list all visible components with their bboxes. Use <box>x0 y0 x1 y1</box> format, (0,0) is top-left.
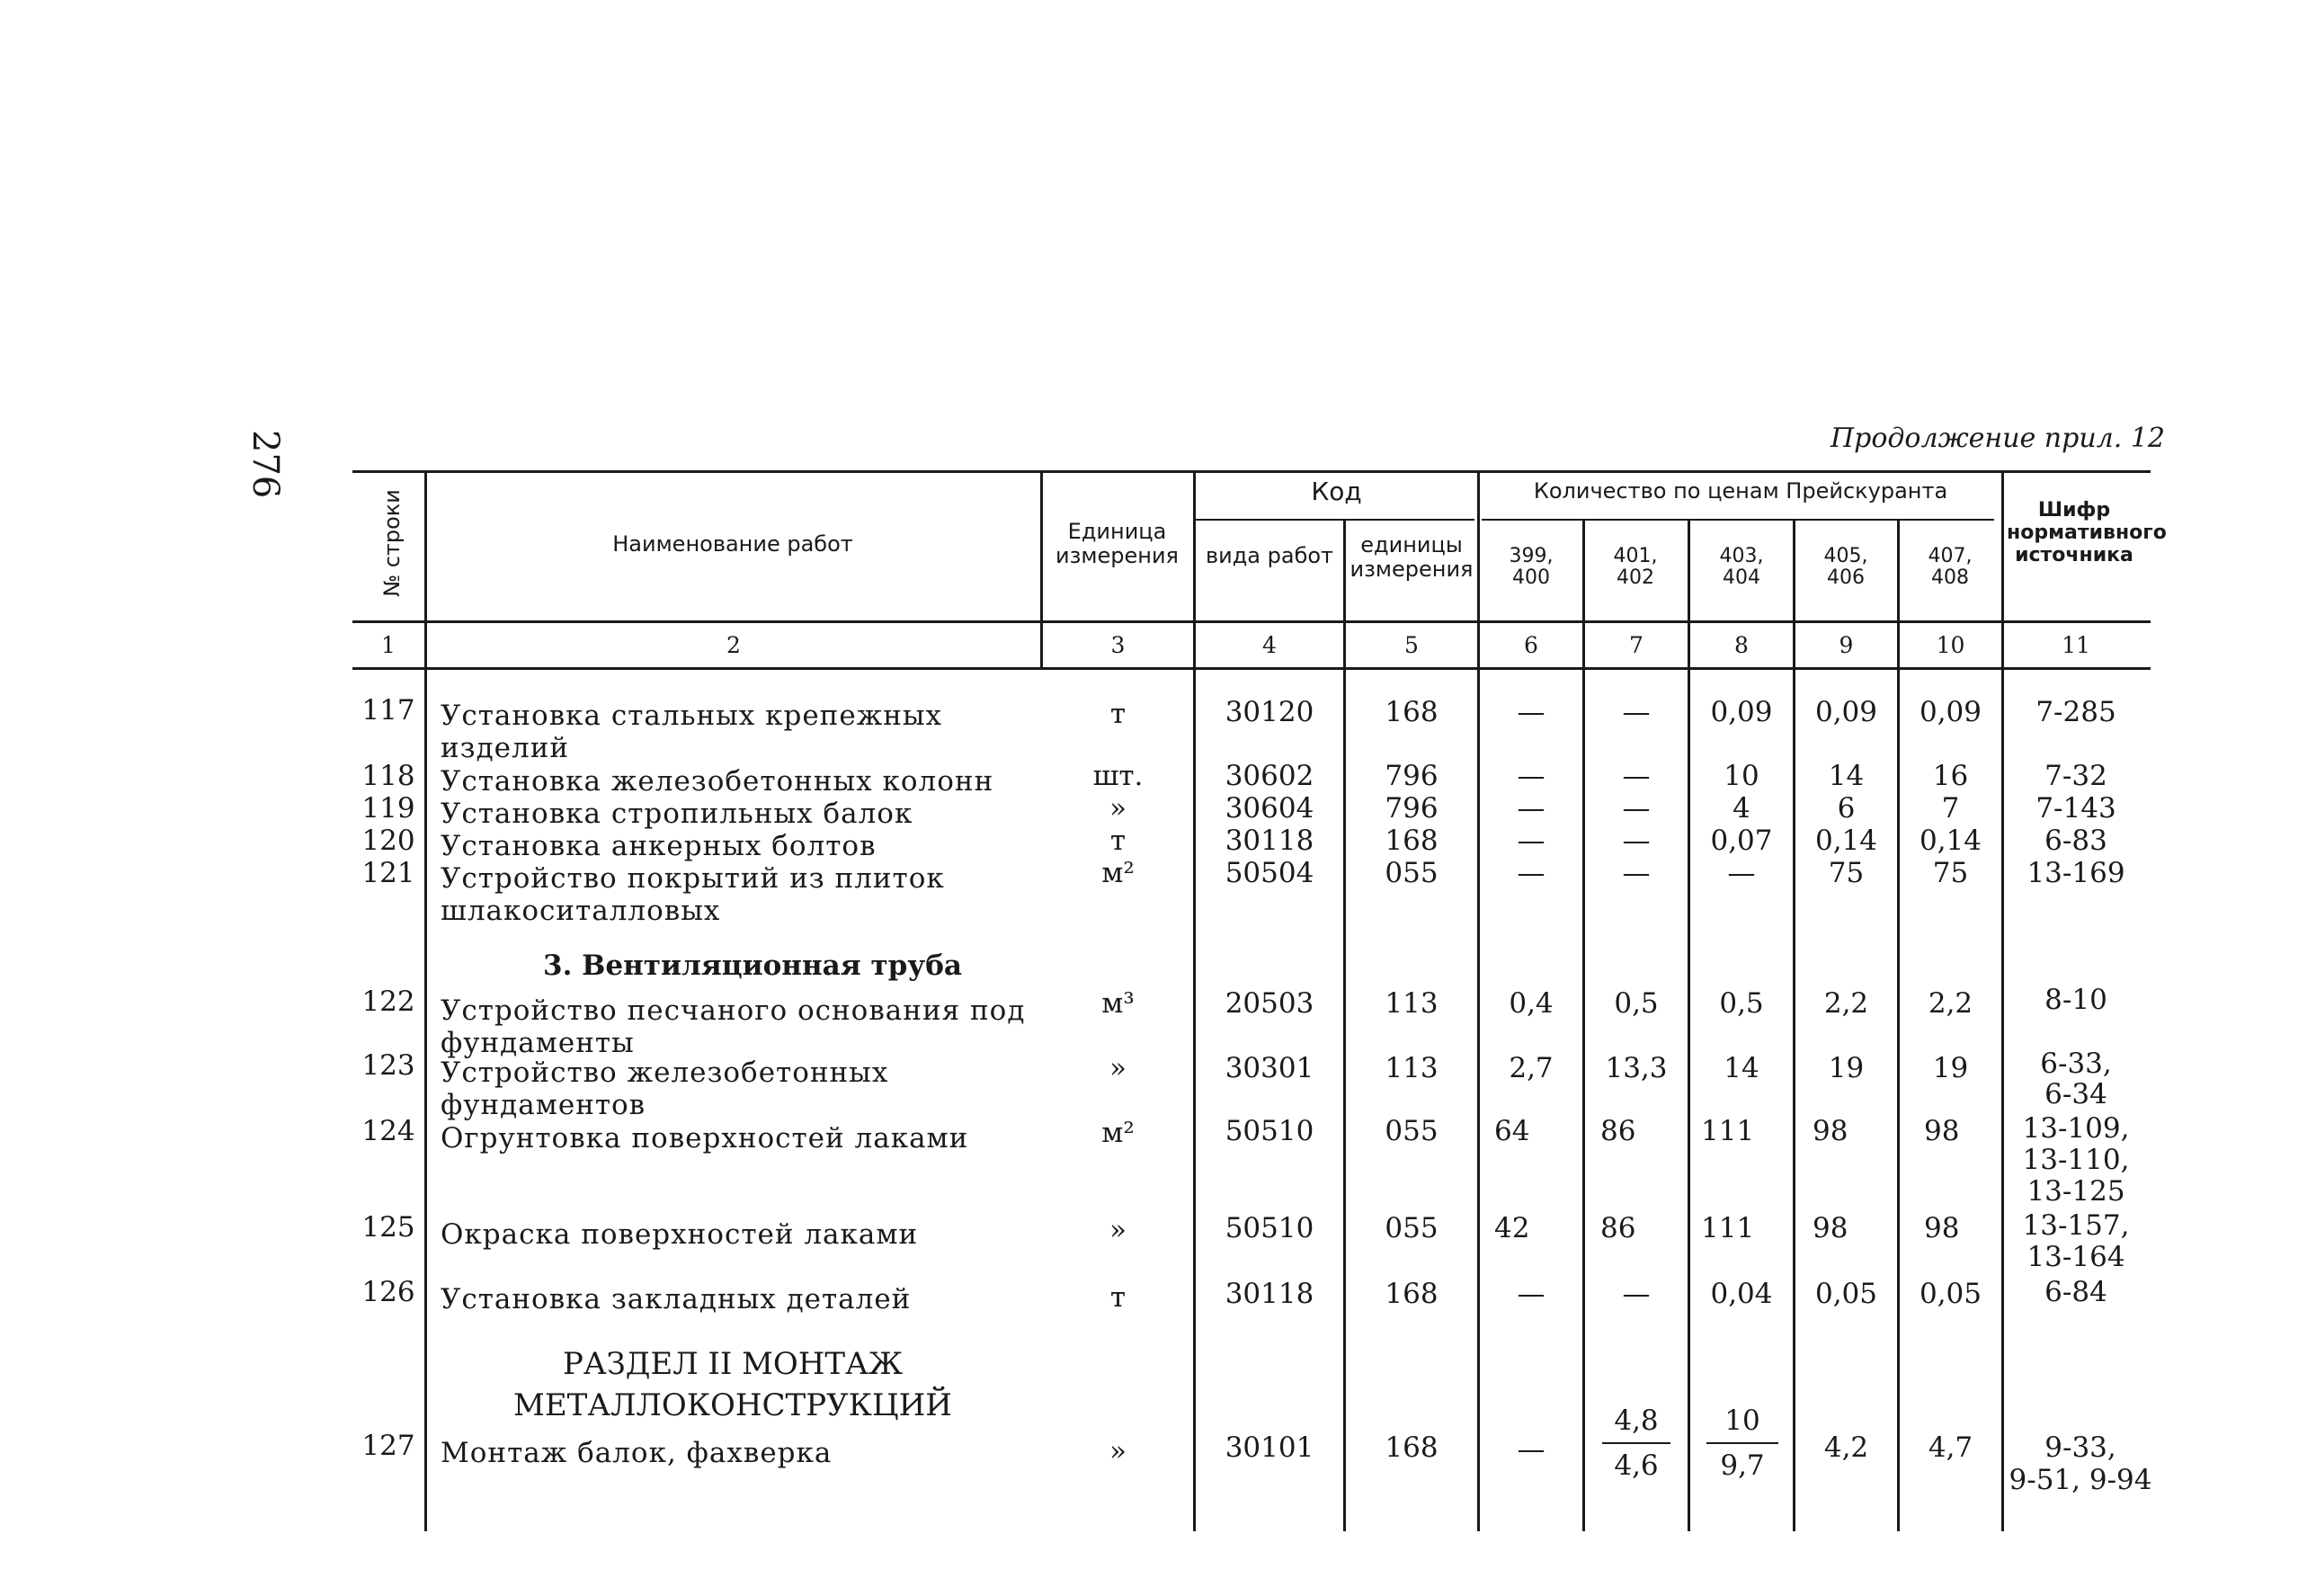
row-q-4: 75 <box>1828 857 1865 889</box>
row-work-name: Установка стальных крепежных изделий <box>441 700 943 764</box>
row-q-5: 19 <box>1932 1052 1969 1084</box>
row-q-2: — <box>1622 792 1651 825</box>
row-number: 127 <box>361 1430 415 1462</box>
row-source-code: 6-83 <box>2044 825 2107 857</box>
row-q-1: 2,7 <box>1509 1052 1554 1084</box>
row-unit-code: 055 <box>1385 1212 1439 1244</box>
row-unit-code: 168 <box>1385 1278 1439 1310</box>
row-number: 124 <box>361 1115 415 1147</box>
row-work-code: 30118 <box>1225 825 1314 857</box>
row-q-3: 10 <box>1724 760 1759 792</box>
row-unit-code: 168 <box>1385 696 1439 728</box>
row-source-code: 7-32 <box>2044 760 2107 792</box>
col-divider-9 <box>1897 519 1900 1531</box>
source-line: 13-157, <box>2022 1209 2130 1242</box>
row-q-2: 86 <box>1600 1115 1636 1147</box>
source-line: 9-51, 9-94 <box>2009 1464 2152 1496</box>
row-q-1: — <box>1517 760 1545 792</box>
row-q-4: 98 <box>1813 1115 1848 1147</box>
fraction-bar <box>1706 1442 1778 1444</box>
row-source-code <box>2004 1210 2148 1273</box>
row-unit-code: 796 <box>1385 792 1439 825</box>
row-number: 119 <box>361 792 415 825</box>
row-q-1: — <box>1517 1433 1545 1466</box>
colnum-11: 11 <box>2062 632 2090 658</box>
colnum-6: 6 <box>1524 632 1538 658</box>
row-unit: т <box>1109 1281 1127 1314</box>
row-unit-code: 168 <box>1385 825 1439 857</box>
colnum-5: 5 <box>1404 632 1419 658</box>
row-q-4: 6 <box>1837 792 1856 825</box>
row-number: 125 <box>361 1211 415 1244</box>
row-unit: » <box>1109 1052 1127 1084</box>
row-number: 121 <box>361 857 415 889</box>
header-q-col-5: 407, 408 <box>1928 545 1973 589</box>
header-q-col-3: 403, 404 <box>1719 545 1764 589</box>
row-work-name: Установка закладных деталей <box>441 1283 912 1315</box>
row-q-2: 0,5 <box>1614 987 1659 1020</box>
row-work-code: 50510 <box>1225 1212 1314 1244</box>
row-q-3: — <box>1727 857 1756 889</box>
row-unit-code: 168 <box>1385 1431 1439 1464</box>
colnum-3: 3 <box>1110 632 1126 658</box>
row-q-4: 0,09 <box>1814 696 1878 728</box>
row-q-5: 98 <box>1924 1115 1960 1147</box>
row-q-2: 13,3 <box>1605 1052 1668 1084</box>
row-work-code: 30604 <box>1225 792 1314 825</box>
row-q-4: 4,2 <box>1823 1431 1869 1464</box>
header-code: Код <box>1311 477 1362 506</box>
row-q-1: 42 <box>1494 1212 1530 1244</box>
row-work-name: Установка стропильных балок <box>441 798 913 830</box>
quantity-subheader-rule <box>1482 519 1994 521</box>
row-number: 123 <box>361 1049 415 1082</box>
row-q-1: — <box>1517 857 1545 889</box>
row-unit: м² <box>1101 1117 1135 1149</box>
row-q-5: 98 <box>1924 1212 1960 1244</box>
row-work-code: 30301 <box>1225 1052 1314 1084</box>
row-q-5: 2,2 <box>1928 987 1973 1020</box>
row-q-2: — <box>1622 857 1651 889</box>
row-work-code: 30101 <box>1225 1431 1314 1464</box>
header-code-unit: единицы измерения <box>1350 532 1474 582</box>
row-q-5: 0,05 <box>1919 1278 1982 1310</box>
row-q-5: 16 <box>1932 760 1969 792</box>
row-source-code <box>2004 1431 2157 1496</box>
row-source-code: 7-143 <box>2035 792 2116 825</box>
row-work-code: 50510 <box>1225 1115 1314 1147</box>
col-divider-7 <box>1688 519 1690 1531</box>
col-divider-1 <box>424 470 427 1531</box>
row-q-1: — <box>1517 1278 1545 1310</box>
row-work-name: Устройство железобетонных фундаментов <box>441 1057 889 1121</box>
part-heading <box>432 1343 1034 1426</box>
row-number: 117 <box>361 694 415 727</box>
row-work-name: Огрунтовка поверхностей лаками <box>441 1122 969 1155</box>
source-line: 13-109, <box>2022 1112 2130 1145</box>
row-source-code: 6-84 <box>2044 1276 2107 1308</box>
row-q-5: 0,09 <box>1919 696 1982 728</box>
fraction-numerator: 4,8 <box>1614 1404 1659 1437</box>
header-q-col-2: 401, 402 <box>1613 545 1658 589</box>
source-line: 6-33, <box>2040 1048 2112 1080</box>
source-line: 13-125 <box>2026 1175 2125 1208</box>
row-q-4: 98 <box>1813 1212 1848 1244</box>
col-divider-8 <box>1793 519 1795 1531</box>
row-source-code: 13-169 <box>2026 857 2125 889</box>
row-work-name: Монтаж балок, фахверка <box>441 1437 833 1469</box>
page-number: 276 <box>245 430 286 499</box>
header-row-no: № строки <box>379 489 405 597</box>
row-q-4: 0,05 <box>1814 1278 1878 1310</box>
row-source-code: 8-10 <box>2044 984 2107 1016</box>
colnum-8: 8 <box>1734 632 1749 658</box>
header-q-col-4: 405, 406 <box>1823 545 1868 589</box>
fraction-denominator: 4,6 <box>1614 1449 1659 1482</box>
row-q-2: — <box>1622 1278 1651 1310</box>
part-heading-line-2: МЕТАЛЛОКОНСТРУКЦИЙ <box>513 1387 952 1423</box>
row-source-code: 7-285 <box>2035 696 2116 728</box>
row-q-3: 14 <box>1724 1052 1759 1084</box>
row-unit: т <box>1109 825 1127 857</box>
row-q-1: — <box>1517 825 1545 857</box>
row-work-code: 20503 <box>1225 987 1314 1020</box>
section-heading: 3. Вентиляционная труба <box>543 950 962 982</box>
row-number: 126 <box>361 1276 415 1308</box>
table-top-rule <box>352 470 2151 473</box>
header-quantity: Количество по ценам Прейскуранта <box>1533 478 1948 504</box>
row-number: 118 <box>361 760 415 792</box>
row-q-1: 64 <box>1494 1115 1530 1147</box>
row-q-1: 0,4 <box>1509 987 1554 1020</box>
header-source: Шифр нормативного источника <box>2007 499 2167 566</box>
row-q-3-fraction <box>1706 1404 1778 1482</box>
row-work-name: Устройство покрытий из плиток шлакоситалловых <box>441 862 945 927</box>
row-work-name: Устройство песчаного основания под фундаменты <box>441 994 1026 1059</box>
row-q-3: 0,04 <box>1710 1278 1773 1310</box>
row-q-4: 2,2 <box>1823 987 1869 1020</box>
row-q-2: 86 <box>1600 1212 1636 1244</box>
row-work-name: Установка железобетонных колонн <box>441 765 994 798</box>
row-unit: » <box>1109 1435 1127 1467</box>
row-q-3: 0,07 <box>1710 825 1773 857</box>
row-work-code: 30118 <box>1225 1278 1314 1310</box>
col-divider-4 <box>1343 519 1346 1531</box>
continuation-note: Продолжение прил. 12 <box>1830 423 2165 454</box>
row-unit-code: 055 <box>1385 857 1439 889</box>
row-work-name: Установка анкерных болтов <box>441 830 877 862</box>
row-unit-code: 113 <box>1385 1052 1439 1084</box>
colnum-10: 10 <box>1936 632 1965 658</box>
row-q-4: 0,14 <box>1814 825 1878 857</box>
header-unit: Единица измерения <box>1056 519 1179 568</box>
row-q-2-fraction <box>1602 1404 1670 1482</box>
row-work-code: 30120 <box>1225 696 1314 728</box>
code-subheader-rule <box>1196 519 1474 521</box>
row-q-5: 4,7 <box>1928 1431 1973 1464</box>
row-q-3: 4 <box>1733 792 1750 825</box>
row-work-code: 30602 <box>1225 760 1314 792</box>
row-source-code <box>2004 1113 2148 1208</box>
colnum-2: 2 <box>726 632 741 658</box>
colnum-7: 7 <box>1629 632 1643 658</box>
row-q-1: — <box>1517 696 1545 728</box>
colnum-1: 1 <box>381 632 396 658</box>
col-divider-6 <box>1582 519 1585 1531</box>
row-q-5: 7 <box>1941 792 1960 825</box>
row-unit-code: 796 <box>1385 760 1439 792</box>
row-work-name: Окраска поверхностей лаками <box>441 1218 919 1251</box>
header-code-work: вида работ <box>1205 543 1334 568</box>
fraction-numerator: 10 <box>1724 1404 1760 1437</box>
row-unit-code: 055 <box>1385 1115 1439 1147</box>
row-source-code <box>2004 1048 2148 1110</box>
row-q-2: — <box>1622 760 1651 792</box>
row-q-4: 19 <box>1828 1052 1865 1084</box>
row-q-3: 111 <box>1701 1115 1755 1147</box>
fraction-denominator: 9,7 <box>1720 1449 1765 1482</box>
row-unit-code: 113 <box>1385 987 1439 1020</box>
row-q-1: — <box>1517 792 1545 825</box>
header-name: Наименование работ <box>612 531 853 557</box>
row-unit: т <box>1109 698 1127 730</box>
source-line: 9-33, <box>2044 1431 2116 1464</box>
header-q-col-1: 399, 400 <box>1509 545 1554 589</box>
colnum-9: 9 <box>1839 632 1854 658</box>
row-q-3: 0,5 <box>1719 987 1764 1020</box>
colnum-bottom-rule <box>352 667 2151 670</box>
row-unit: м² <box>1101 857 1135 889</box>
colnum-4: 4 <box>1262 632 1277 658</box>
part-heading-line-1: РАЗДЕЛ II МОНТАЖ <box>562 1346 904 1382</box>
row-q-3: 0,09 <box>1710 696 1773 728</box>
row-unit: » <box>1109 1214 1127 1246</box>
row-number: 120 <box>361 825 415 857</box>
fraction-bar <box>1602 1442 1670 1444</box>
source-line: 13-110, <box>2022 1144 2130 1176</box>
row-q-2: — <box>1622 696 1651 728</box>
source-line: 13-164 <box>2026 1241 2125 1273</box>
row-q-4: 14 <box>1828 760 1865 792</box>
row-unit: м³ <box>1101 987 1135 1020</box>
header-bottom-rule <box>352 620 2151 623</box>
row-q-2: — <box>1622 825 1651 857</box>
row-number: 122 <box>361 985 415 1018</box>
source-line: 6-34 <box>2044 1078 2107 1110</box>
row-q-3: 111 <box>1701 1212 1755 1244</box>
row-unit: шт. <box>1092 760 1144 792</box>
row-q-5: 75 <box>1932 857 1969 889</box>
row-unit: » <box>1109 792 1127 825</box>
row-work-code: 50504 <box>1225 857 1314 889</box>
row-q-5: 0,14 <box>1919 825 1982 857</box>
